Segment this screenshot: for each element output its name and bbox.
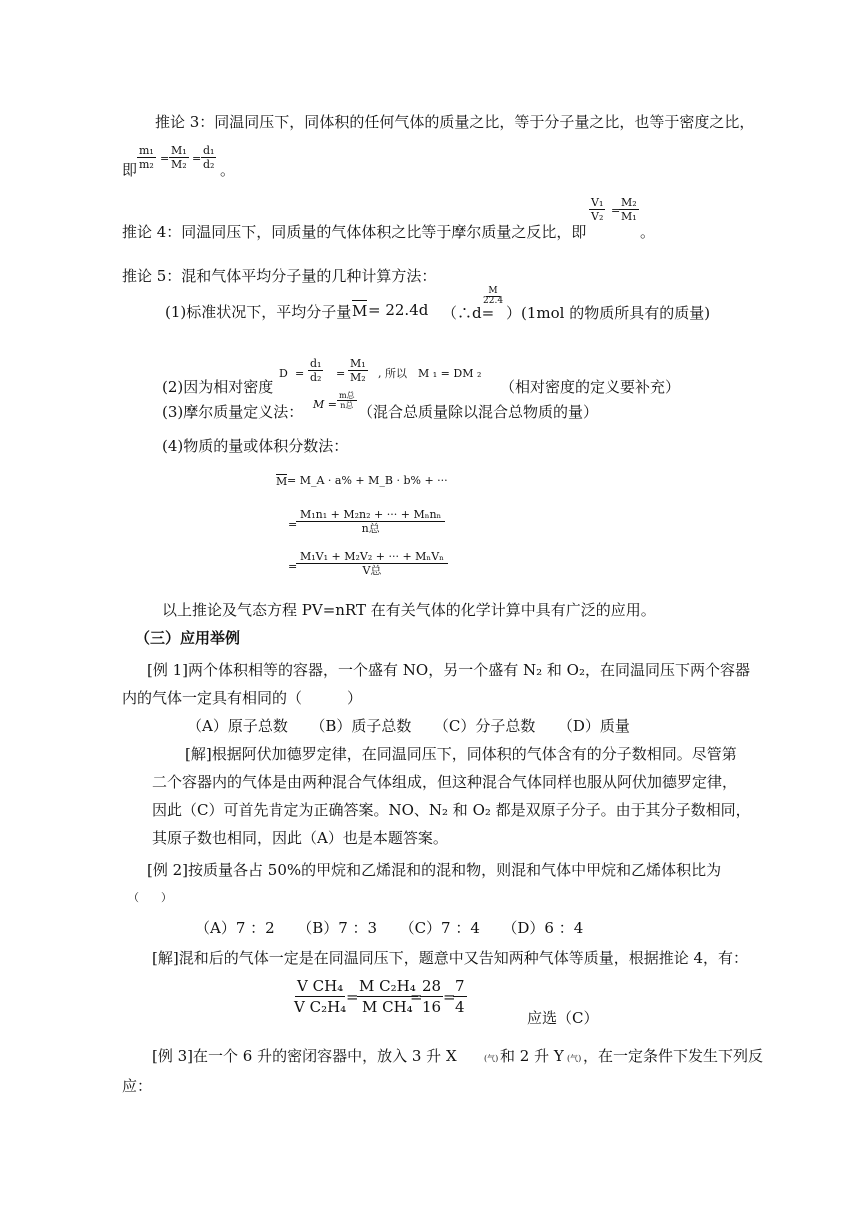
- frac-numerator: V₁: [591, 196, 604, 209]
- equals-sign: =: [410, 988, 423, 1006]
- equals-sign: =: [336, 367, 346, 380]
- frac-numerator: M₂: [621, 196, 637, 209]
- example-2-frac-M: [357, 976, 418, 1017]
- example-1-solution-line-1: [解]根据阿伏加德罗定律，在同温同压下，同体积的气体含有的分子数相同。尽管第: [185, 745, 737, 763]
- period: 。: [640, 223, 656, 241]
- example-3-question-part-c: ，在一定条件下发生下列反: [583, 1047, 764, 1065]
- example-2-question-line-1: [例 2]按质量各占 50%的甲烷和乙烯混和的混和物，则混和气体中甲烷和乙烯体积比为: [147, 861, 722, 879]
- example-2-solution-line-1: [解]混和后的气体一定是在同温同压下，题意中又告知两种气体等质量，根据推论 4，有：: [152, 949, 749, 967]
- frac-numerator: V CH₄: [297, 977, 344, 995]
- corollary-3-prefix: 即: [122, 161, 138, 179]
- example-3-question-line-2: 应：: [122, 1077, 153, 1095]
- frac-denominator: d₂: [310, 371, 322, 384]
- frac-numerator: m总: [339, 391, 355, 400]
- frac-denominator: M₂: [350, 371, 366, 384]
- example-1-question-line-1: [例 1]两个体积相等的容器，一个盛有 NO，另一个盛有 N₂ 和 O₂，在同温同压下两个容器: [147, 661, 750, 679]
- method-4-text: (4)物质的量或体积分数法：: [162, 437, 349, 455]
- corollary-3-frac-d: [201, 144, 216, 171]
- method-2-D: D: [279, 367, 288, 380]
- corollary-4-frac-V: [589, 196, 605, 223]
- method-1-formula: = 22.4d: [368, 301, 429, 319]
- corollary-5-text: 推论 5：混和气体平均分子量的几种计算方法：: [122, 267, 437, 285]
- example-1-solution-line-3: 因此（C）可首先肯定为正确答案。NO、N₂ 和 O₂ 都是双原子分子。由于其分子数相同，: [152, 801, 751, 819]
- frac-numerator: 7: [455, 977, 465, 995]
- example-3-y-subscript: (气): [567, 1054, 582, 1063]
- example-3-x-subscript: (气): [484, 1054, 499, 1063]
- example-3-question-part-b: 和 2 升 Y: [500, 1047, 564, 1065]
- method-3-lhs: M =: [313, 398, 337, 411]
- frac-numerator: d₁: [310, 357, 322, 370]
- frac-numerator: d₁: [203, 144, 215, 157]
- equals-sign: =: [295, 367, 305, 380]
- method-2-text: (2)因为相对密度: [162, 378, 274, 396]
- frac-denominator: V₂: [591, 210, 604, 223]
- method-4-line-2: [296, 508, 445, 535]
- frac-numerator: M: [488, 286, 498, 296]
- equals-sign: =: [346, 988, 359, 1006]
- example-2-question-line-2: （ ）: [128, 891, 172, 904]
- equals-sign: =: [160, 152, 170, 165]
- method-3-frac: [337, 391, 357, 410]
- example-2-answer: 应选（C）: [527, 1009, 599, 1027]
- frac-numerator: m₁: [139, 144, 154, 157]
- method-2-frac-d: [308, 357, 323, 384]
- frac-denominator: m₂: [139, 158, 154, 171]
- example-2-frac-V: [292, 976, 348, 1017]
- corollary-3-frac-m: [137, 144, 156, 171]
- method-2-so: , 所以: [378, 367, 407, 380]
- mean-M-symbol: M: [352, 302, 368, 320]
- example-2-frac-result: [453, 976, 467, 1017]
- period: 。: [220, 161, 236, 179]
- frac-numerator: M₁V₁ + M₂V₂ + ··· + MₙVₙ: [296, 550, 448, 564]
- equals-sign: =: [288, 518, 298, 531]
- section-heading: （三）应用举例: [135, 629, 241, 647]
- frac-numerator: M₁: [171, 144, 187, 157]
- corollary-4-text: 推论 4：同温同压下，同质量的气体体积之比等于摩尔质量之反比，即: [122, 223, 587, 241]
- frac-denominator: 22.4: [483, 296, 504, 306]
- equals-sign: =: [192, 152, 202, 165]
- method-2-frac-M: [348, 357, 368, 384]
- frac-denominator: n总: [340, 401, 354, 410]
- method-4-line-3: [296, 550, 448, 577]
- method-2-note: （相对密度的定义要补充）: [500, 378, 681, 396]
- corollary-4-frac-M: [619, 196, 639, 223]
- frac-denominator: 16: [422, 998, 442, 1016]
- method-2-result: M ₁ = DM ₂: [418, 367, 482, 380]
- method-3-text: (3)摩尔质量定义法：: [162, 403, 304, 421]
- method-1-text: (1)标准状况下，平均分子量: [165, 303, 352, 321]
- frac-numerator: M₁n₁ + M₂n₂ + ··· + Mₙnₙ: [296, 508, 445, 522]
- summary-text: 以上推论及气态方程 PV=nRT 在有关气体的化学计算中具有广泛的应用。: [162, 601, 656, 619]
- corollary-3-frac-M: [169, 144, 189, 171]
- frac-denominator: n总: [361, 522, 380, 535]
- mean-M-symbol: M: [276, 475, 288, 488]
- frac-denominator: 4: [455, 998, 465, 1016]
- example-2-frac-numbers: [420, 976, 443, 1017]
- example-1-options: （A）原子总数 （B）质子总数 （C）分子总数 （D）质量: [187, 717, 630, 735]
- frac-denominator: M₁: [621, 210, 637, 223]
- equals-sign: =: [611, 204, 621, 217]
- frac-denominator: d₂: [203, 158, 215, 171]
- example-1-question-line-2: 内的气体一定具有相同的（ ）: [122, 689, 363, 707]
- frac-denominator: V总: [362, 564, 382, 577]
- equals-sign: =: [443, 988, 456, 1006]
- example-1-solution-line-4: 其原子数也相同，因此（A）也是本题答案。: [152, 829, 448, 847]
- example-1-solution-line-2: 二个容器内的气体是由两种混合气体组成，但这种混合气体同样也服从阿伏加德罗定律，: [152, 773, 738, 791]
- example-2-options: （A）7 ：2 （B）7 ：3 （C）7 ：4 （D）6 ：4: [195, 919, 584, 937]
- method-4-line-1: = M_A · a% + M_B · b% + ···: [287, 474, 448, 487]
- method-1-paren: （∴d=: [442, 304, 495, 322]
- corollary-3-text: 推论 3：同温同压下，同体积的任何气体的质量之比，等于分子量之比，也等于密度之比，: [155, 113, 755, 131]
- method-1-frac: [481, 287, 505, 306]
- method-1-note: ）(1mol 的物质所具有的质量): [506, 304, 711, 322]
- frac-denominator: M₂: [171, 158, 187, 171]
- frac-denominator: V C₂H₄: [294, 998, 347, 1016]
- frac-denominator: M CH₄: [362, 998, 413, 1016]
- example-3-question-part-a: [例 3]在一个 6 升的密闭容器中，放入 3 升 X: [152, 1047, 457, 1065]
- frac-numerator: M₁: [350, 357, 366, 370]
- frac-numerator: 28: [422, 977, 442, 995]
- method-3-note: （混合总质量除以混合总物质的量）: [358, 403, 599, 421]
- equals-sign: =: [288, 560, 298, 573]
- frac-numerator: M C₂H₄: [359, 977, 416, 995]
